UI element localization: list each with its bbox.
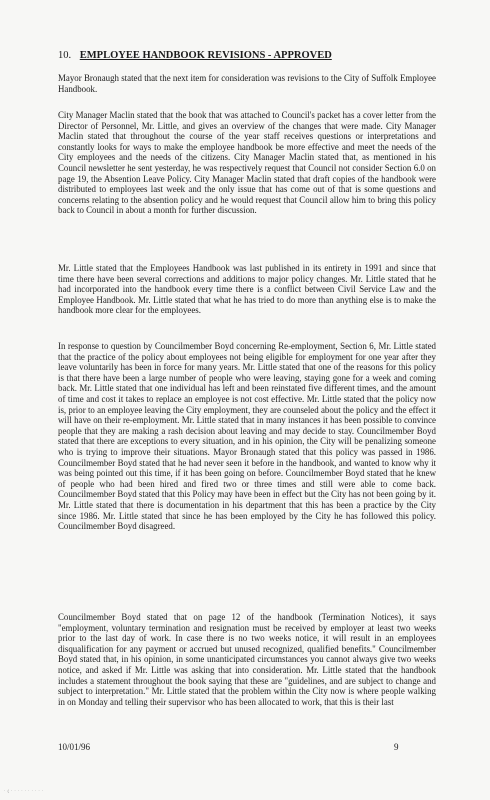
- footer-date: 10/01/96: [58, 742, 91, 752]
- paragraph-reemployment: In response to question by Councilmember Boyd concerning Re-employment, Section 6, Mr. Little stated that the practice of the policy about employees not being eligible for employment for one year after they leave voluntarily has been in force for many years. Mr. Little stated that one of the reasons for this policy is that there have been a large number of people who were leaving, staying gone for a week and coming back. Mr. Little stated that one individual has left and been reinstated five different times, and the amount of time and cost it takes to replace an employee is not cost effective. Mr. Little stated that the policy now is, prior to an employee leaving the City employment, they are counseled about the policy and the effect it will have on their re-employment. Mr. Little stated that in many instances it has been possible to convince people that they are making a rash decision about leaving and may decide to stay. Councilmember Boyd stated that there are exceptions to every situation, and in his opinion, the City will be penalizing someone who is trying to improve their situations. Mayor Bronaugh stated that this policy was passed in 1986. Councilmember Boyd stated that he had never seen it before in the handbook, and wanted to know why it was being pointed out this time, if it has been going on before. Councilmember Boyd stated that he knew of people who had been hired and fired two or three times and still were able to come back. Councilmember Boyd stated that this Policy may have been in effect but the City has not been going by it. Mr. Little stated that there is documentation in his department that this has been a practice by the City since 1986. Mr. Little stated that since he has been employed by the City he has followed this policy. Councilmember Boyd disagreed.: [58, 341, 436, 532]
- document-page: [58, 0, 436, 800]
- paragraph-city-manager: City Manager Maclin stated that the book that was attached to Council's packet has a cover letter from the Director of Personnel, Mr. Little, and gives an overview of the changes that were made. City Manager Maclin stated that throughout the course of the year staff receives questions or interpretations and constantly looks for ways to make the employee handbook be more effective and meet the needs of the City employees and the needs of the citizens. City Manager Maclin stated that, as mentioned in his Council newsletter he sent yesterday, he was respectively request that Council not consider Section 6.0 on page 19, the Absention Leave Policy. City Manager Maclin stated that draft copies of the handbook were distributed to employees last week and the only issue that has come out of that is some questions and concerns relating to the absention policy and he would request that Council allow him to bring this policy back to Council in about a month for further discussion.: [58, 110, 436, 216]
- scan-edge-mark: · ( · · · · · · · · · ·: [4, 788, 44, 793]
- paragraph-intro: Mayor Bronaugh stated that the next item for consideration was revisions to the City of Suffolk Employee Handbook.: [58, 73, 436, 94]
- paragraph-termination: Councilmember Boyd stated that on page 12 of the handbook (Termination Notices), it says "employment, voluntary termination and resignation must be received by employer at least two weeks prior to the last day of work. In case there is no two weeks notice, it will result in an employees disqualification for any payment or accrued but unused recognized, qualified benefits." Councilmember Boyd stated that, in his opinion, in some unanticipated circumstances you cannot always give two weeks notice, and asked if Mr. Little was asking that into consideration. Mr. Little stated that the handbook includes a statement throughout the book saying that these are "guidelines, and are subject to change and subject to interpretation." Mr. Little stated that the problem within the City now is where people walking in on Monday and telling their supervisor who has been allocated to work, that this is their last: [58, 612, 436, 707]
- section-title: EMPLOYEE HANDBOOK REVISIONS - APPROVED: [79, 50, 332, 61]
- paragraph-mr-little: Mr. Little stated that the Employees Handbook was last published in its entirety in 1991 and since that time there have been several corrections and additions to major policy changes. Mr. Little stated that he had incorporated into the handbook every time there is a conflict between Civil Service Law and the Employee Handbook. Mr. Little stated that what he has tried to do more than anything else is to make the handbook more clear for the employees.: [58, 263, 436, 316]
- section-heading: [58, 50, 332, 61]
- page-number: 9: [394, 742, 399, 752]
- section-number: 10.: [58, 50, 72, 61]
